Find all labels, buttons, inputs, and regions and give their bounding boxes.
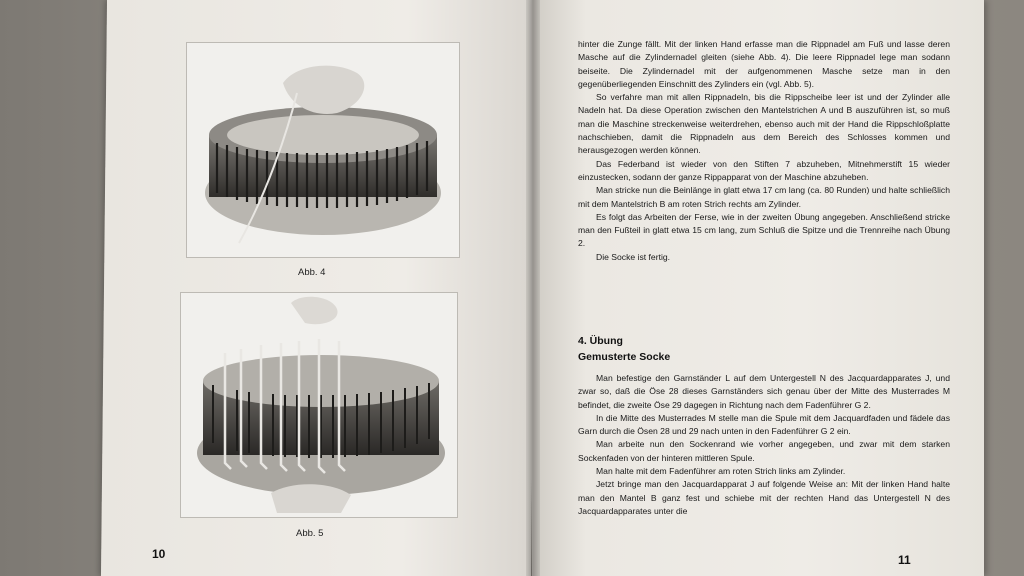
paragraph: hinter die Zunge fällt. Mit der linken Hand erfasse man die Rippnadel am Fuß und lasse deren Masche auf die Zylindernadel gleiten (siehe Abb. 4). Die leere Rippnadel lege man sodann beiseite. Die Zylindernadel mit der aufgenommenen Masche setze man in den gegenüberliegenden Einschnitt des Zylinders ein (vgl. Abb. 5). <box>578 39 950 89</box>
paragraph: Man arbeite nun den Sockenrand wie vorher angegeben, und zwar mit dem starken Sockenfaden von der hinteren mittleren Spule. <box>578 439 950 463</box>
body-text-top <box>578 38 950 264</box>
section-subtitle: Gemusterte Socke <box>578 351 671 363</box>
paragraph: Man stricke nun die Beinlänge in glatt etwa 17 cm lang (ca. 80 Runden) und halte schließlich mit dem Mantelstrich B am roten Strich rechts am Zylinder. <box>578 185 950 209</box>
knitting-cylinder-illustration-1 <box>187 43 459 257</box>
paragraph: So verfahre man mit allen Rippnadeln, bis die Rippscheibe leer ist und der Zylinder alle Nadeln hat. Da diese Operation zwischen den Mantelstrichen A und B auszuführen ist, so muß man die Maschine streckenweise weiterdrehen, ebenso auch mit der Hand die Rippschloßplatte nachschieben, damit die Rippnadeln aus dem Bereich des Schlosses kommen und herausgezogen werden können. <box>578 92 950 156</box>
paragraph: Man halte mit dem Fadenführer am roten Strich links am Zylinder. <box>596 466 846 477</box>
figure-abb-5-photo <box>180 292 458 518</box>
paragraph: In die Mitte des Musterrades M stelle man die Spule mit dem Jacquardfaden und fädele das Garn durch die Ösen 28 und 29 nach unten in den Fadenführer G 2 ein. <box>578 412 950 437</box>
paragraph: Jetzt bringe man den Jacquardapparat J auf folgende Weise an: Mit der linken Hand halte man den Mantel B ganz fest und schiebe mit der rechten Hand das Untergestell N des Jacquardapparates unter die <box>578 479 950 516</box>
right-page-number: 11 <box>898 553 911 567</box>
knitting-cylinder-illustration-2 <box>181 293 457 517</box>
figure-abb-4-photo <box>186 42 460 258</box>
figure-abb-4-caption: Abb. 4 <box>298 267 326 278</box>
paragraph: Die Socke ist fertig. <box>596 251 671 262</box>
figure-abb-5-caption: Abb. 5 <box>296 528 324 539</box>
paragraph: Das Federband ist wieder von den Stiften 7 abzuheben, Mitnehmerstift 15 wieder einzustecken, sodann der ganze Rippapparat von der Maschine abzuheben. <box>578 158 950 182</box>
body-text-bottom <box>578 372 950 518</box>
left-page-number: 10 <box>152 547 166 561</box>
book-gutter <box>526 0 540 576</box>
paragraph: Man befestige den Garnständer L auf dem Untergestell N des Jacquardapparates J, und zwar so, daß die Öse 28 dieses Garnständers sich genau über der Mitte des Musterrades M befindet, die zweite Öse 29 dagegen in Richtung nach dem Fadenführer G 2. <box>578 373 950 410</box>
paragraph: Es folgt das Arbeiten der Ferse, wie in der zweiten Übung angegeben. Anschließend stricke man den Fußteil in glatt etwa 15 cm lang, zum Schluß die Spitze und die Trennreihe nach Übung 2. <box>578 211 950 249</box>
section-number-title: 4. Übung <box>578 335 623 347</box>
